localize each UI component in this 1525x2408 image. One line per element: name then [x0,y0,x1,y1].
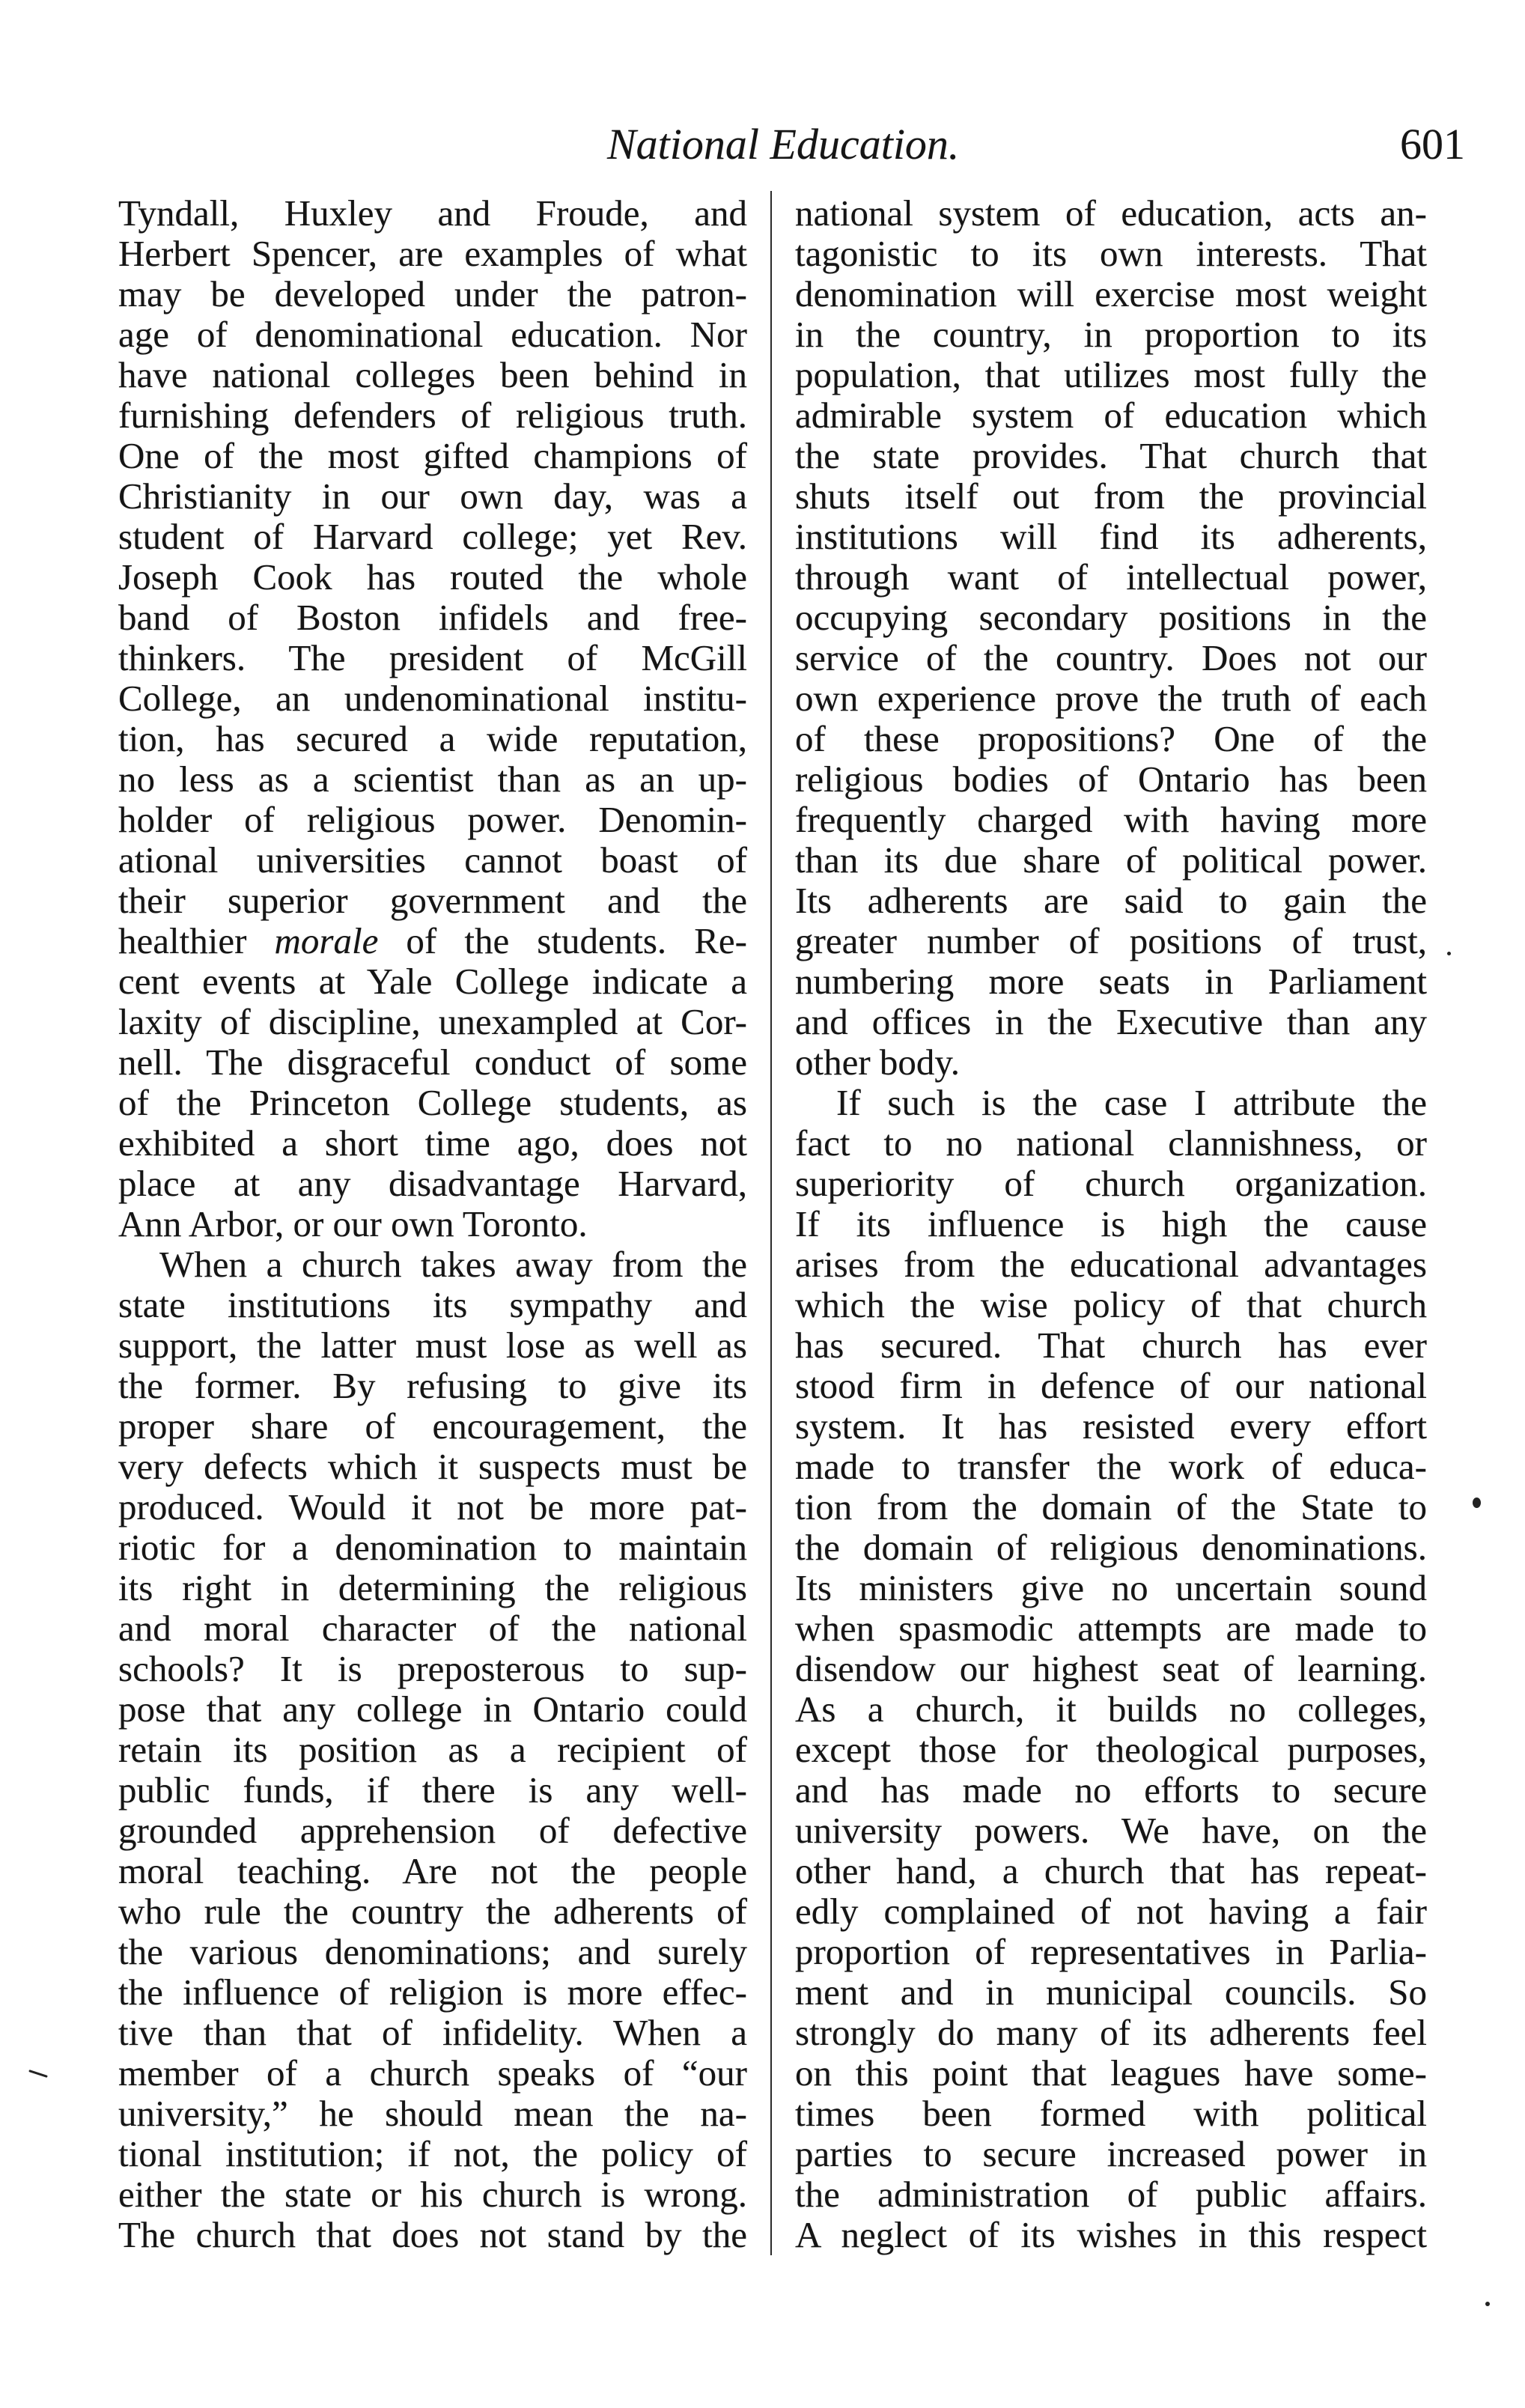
text-line: the domain of religious denominations. [795,1527,1427,1568]
text-line: on this point that leagues have some- [795,2052,1427,2094]
text-line: university,” he should mean the na- [118,2093,747,2134]
text-line: cent events at Yale College indicate a [118,961,747,1002]
text-line: exhibited a short time ago, does not [118,1122,747,1164]
text-line: when spasmodic attempts are made to [795,1608,1427,1649]
scan-speck [1447,952,1451,955]
paragraph [118,1244,747,2255]
text-line: stood firm in defence of our national [795,1365,1427,1406]
text-line: Tyndall, Huxley and Froude, and [118,192,747,234]
text-line: no less as a scientist than as an up- [118,758,747,800]
left-column [118,193,747,2255]
text-line: parties to secure increased power in [795,2133,1427,2174]
text-line: nell. The disgraceful conduct of some [118,1042,747,1083]
text-line: proper share of encouragement, the [118,1405,747,1447]
text-line: of these propositions? One of the [795,718,1427,759]
text-line: Ann Arbor, or our own Toronto. [118,1203,588,1244]
text-line: their superior government and the [118,880,747,921]
text-line: Joseph Cook has routed the whole [118,556,747,598]
text-line: retain its position as a recipient of [118,1729,747,1770]
text-line: numbering more seats in Parliament [795,961,1427,1002]
text-line: system. It has resisted every effort [795,1405,1427,1447]
text-line: ational universities cannot boast of [118,839,747,881]
text-line: place at any disadvantage Harvard, [118,1163,747,1204]
text-line: A neglect of its wishes in this respect [795,2214,1427,2255]
text-line: disendow our highest seat of learning. [795,1648,1427,1689]
text-line: frequently charged with having more [795,799,1427,840]
text-line: times been formed with political [795,2093,1427,2134]
text-line: own experience prove the truth of each [795,678,1427,719]
text-line: of the Princeton College students, as [118,1082,747,1123]
text-line: If such is the case I attribute the [836,1082,1427,1123]
text-line: grounded apprehension of defective [118,1810,747,1851]
text-line: and offices in the Executive than any [795,1001,1427,1042]
text-line: tion, has secured a wide reputation, [118,718,747,759]
text-line: thinkers. The president of McGill [118,637,747,678]
text-line: the state provides. That church that [795,435,1427,476]
text-line: through want of intellectual power, [795,556,1427,598]
text-line: schools? It is preposterous to sup- [118,1648,747,1689]
text-line: except those for theological purposes, [795,1729,1427,1770]
text-line: service of the country. Does not our [795,637,1427,678]
text-line: tional institution; if not, the policy of [118,2133,747,2174]
text-line: institutions will find its adherents, [795,516,1427,557]
text-line: laxity of discipline, unexampled at Cor- [118,1001,747,1042]
text-line: riotic for a denomination to maintain [118,1527,747,1568]
text-line: admirable system of education which [795,395,1427,436]
text-line: the former. By refusing to give its [118,1365,747,1406]
text-line: support, the latter must lose as well as [118,1325,747,1366]
text-line: greater number of positions of trust, [795,920,1427,961]
text-line: its right in determining the religious [118,1567,747,1608]
text-line: tive than that of infidelity. When a [118,2012,747,2053]
text-line: One of the most gifted champions of [118,435,747,476]
text-line: If its influence is high the cause [795,1203,1427,1244]
text-line: fact to no national clannishness, or [795,1122,1427,1164]
text-line: denomination will exercise most weight [795,273,1427,314]
text-line: which the wise policy of that church [795,1284,1427,1325]
text-line: moral teaching. Are not the people [118,1850,747,1891]
text-line: religious bodies of Ontario has been [795,758,1427,800]
text-line: When a church takes away from the [159,1244,747,1285]
text-line: produced. Would it not be more pat- [118,1486,747,1527]
text-line: member of a church speaks of “our [118,2052,747,2094]
text-line: may be developed under the patron- [118,273,747,314]
text-line: shuts itself out from the provincial [795,475,1427,517]
paragraph [795,1083,1427,2255]
text-line: Christianity in our own day, was a [118,475,747,517]
text-line: and moral character of the national [118,1608,747,1649]
text-line: ment and in municipal councils. So [795,1971,1427,2013]
text-line: state institutions its sympathy and [118,1284,747,1325]
text-line: College, an undenominational institu- [118,678,747,719]
italic-word: morale [274,920,379,961]
text-line: strongly do many of its adherents feel [795,2012,1427,2053]
text-line: superiority of church organization. [795,1163,1427,1204]
text-line: other hand, a church that has repeat- [795,1850,1427,1891]
text-segment: healthier [118,920,275,961]
page-number: 601 [1400,120,1465,168]
text-line: university powers. We have, on the [795,1810,1427,1851]
text-line: band of Boston infidels and free- [118,597,747,638]
text-line [118,921,747,961]
text-line: other body. [795,1042,960,1083]
scan-speck [1485,2302,1490,2306]
text-line: occupying secondary positions in the [795,597,1427,638]
running-title: National Education. [607,120,960,168]
text-line: proportion of representatives in Parlia- [795,1931,1427,1972]
text-line: edly complained of not having a fair [795,1891,1427,1932]
scan-speck [1473,1498,1481,1508]
text-line: the various denominations; and surely [118,1931,747,1972]
text-line: made to transfer the work of educa- [795,1446,1427,1487]
text-line: and has made no efforts to secure [795,1769,1427,1810]
text-line: very defects which it suspects must be [118,1446,747,1487]
text-line: Its adherents are said to gain the [795,880,1427,921]
text-line: Herbert Spencer, are examples of what [118,233,747,274]
text-line: who rule the country the adherents of [118,1891,747,1932]
text-line: As a church, it builds no colleges, [795,1688,1427,1730]
scan-speck [28,2070,48,2078]
text-line: furnishing defenders of religious truth. [118,395,747,436]
text-line: either the state or his church is wrong. [118,2174,747,2215]
text-segment: of the students. Re- [378,920,747,961]
right-column [795,193,1427,2255]
text-line: arises from the educational advantages [795,1244,1427,1285]
column-rule [770,191,772,2255]
text-line: holder of religious power. Denomin- [118,799,747,840]
text-line: pose that any college in Ontario could [118,1688,747,1730]
text-line: national system of education, acts an- [795,192,1427,234]
text-line: the influence of religion is more effec- [118,1971,747,2013]
text-line: age of denominational education. Nor [118,314,747,355]
text-line: Its ministers give no uncertain sound [795,1567,1427,1608]
text-line: in the country, in proportion to its [795,314,1427,355]
text-line: student of Harvard college; yet Rev. [118,516,747,557]
text-line: have national colleges been behind in [118,354,747,395]
text-line: tagonistic to its own interests. That [795,233,1427,274]
paragraph [795,193,1427,1083]
text-line: tion from the domain of the State to [795,1486,1427,1527]
text-line: public funds, if there is any well- [118,1769,747,1810]
paragraph [118,193,747,1244]
text-line: the administration of public affairs. [795,2174,1427,2215]
text-line: The church that does not stand by the [118,2214,747,2255]
text-line: population, that utilizes most fully the [795,354,1427,395]
text-line: has secured. That church has ever [795,1325,1427,1366]
text-line: than its due share of political power. [795,839,1427,881]
